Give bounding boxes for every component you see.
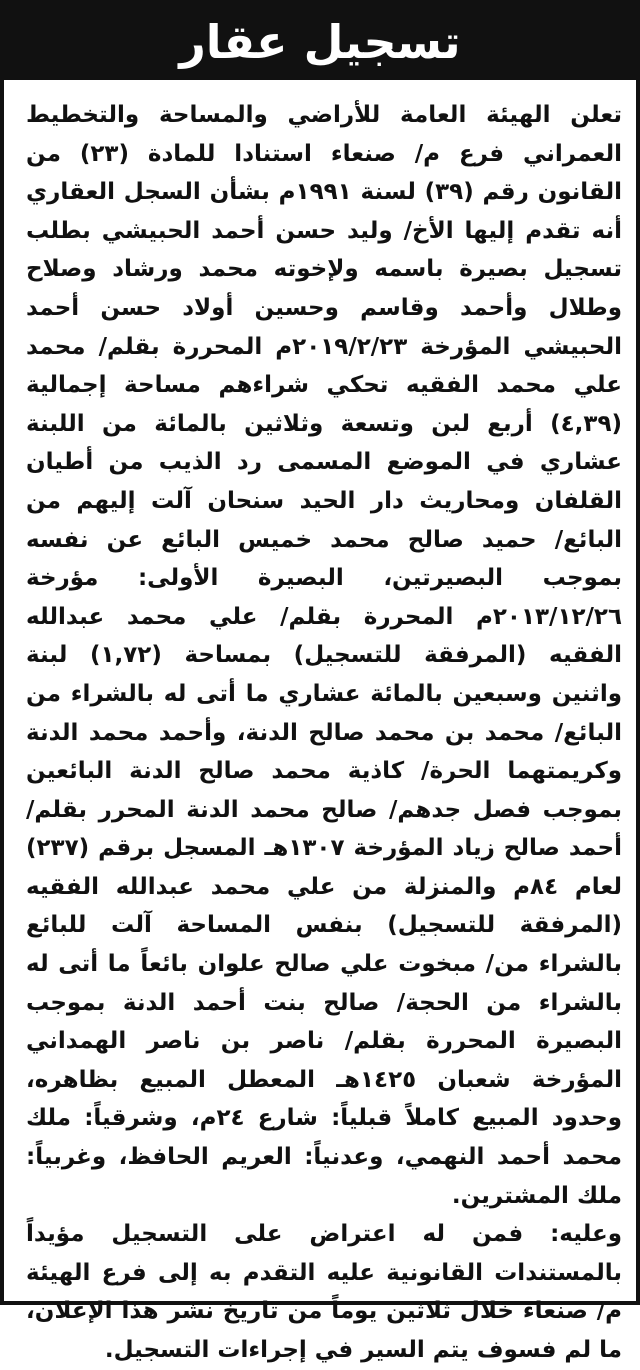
notice-header [4,4,636,80]
notice-title: تسجيل عقار [179,15,461,69]
notice-paragraph-main: تعلن الهيئة العامة للأراضي والمساحة والتخطيط العمراني فرع م/ صنعاء استنادا للمادة (٢٣) من القانون رقم (٣٩) لسنة ١٩٩١م بشأن السجل العقاري أنه تقدم إليها الأخ/ وليد حسن أحمد الحبيشي بطلب تسجيل بصيرة باسمه ولإخوته محمد ورشاد وصلاح وطلال وأحمد وقاسم وحسين أولاد حسن أحمد الحبيشي المؤرخة ٢٠١٩/٢/٢٣م المحررة بقلم/ محمد علي محمد الفقيه تحكي شراءهم مساحة إجمالية (٤,٣٩) أربع لبن وتسعة وثلاثين بالمائة من اللبنة عشاري في الموضع المسمى رد الذيب من أطيان القلفان ومحاريث دار الحيد سنحان آلت إليهم من البائع/ حميد صالح محمد خميس البائع عن نفسه بموجب البصيرتين، البصيرة الأولى: مؤرخة ٢٠١٣/١٢/٢٦م المحررة بقلم/ علي محمد عبدالله الفقيه (المرفقة للتسجيل) بمساحة (١,٧٢) لبنة واثنين وسبعين بالمائة عشاري ما أتى له بالشراء من البائع/ محمد بن محمد صالح الدنة، وأحمد محمد الدنة وكريمتهما الحرة/ كاذية محمد صالح الدنة البائعين بموجب فصل جدهم/ صالح محمد الدنة المحرر بقلم/ أحمد صالح زياد المؤرخة ١٣٠٧هـ المسجل برقم (٢٣٧) لعام ٨٤م والمنزلة من علي محمد عبدالله الفقيه (المرفقة للتسجيل) بنفس المساحة آلت للبائع بالشراء من/ مبخوت علي صالح علوان بائعاً ما أتى له بالشراء من الحجة/ صالح بنت أحمد الدنة بموجب البصيرة المحررة بقلم/ ناصر بن ناصر الهمداني المؤرخة شعبان ١٤٢٥هـ المعطل المبيع بظاهره، وحدود المبيع كاملاً قبلياً: شارع ٢٤م، وشرقياً: ملك محمد أحمد النهمي، وعدنياً: العريم الحافظ، وغربياً: ملك المشترين. [26,102,623,1209]
notice-body [26,96,622,1370]
notice-paragraph-objection: وعليه: فمن له اعتراض على التسجيل مؤيداً بالمستندات القانونية عليه التقدم به إلى فرع الهيئة م/ صنعاء خلال ثلاثين يوماً من تاريخ نشر هذا الإعلان، ما لم فسوف يتم السير في إجراءات التسجيل. [26,1221,622,1363]
